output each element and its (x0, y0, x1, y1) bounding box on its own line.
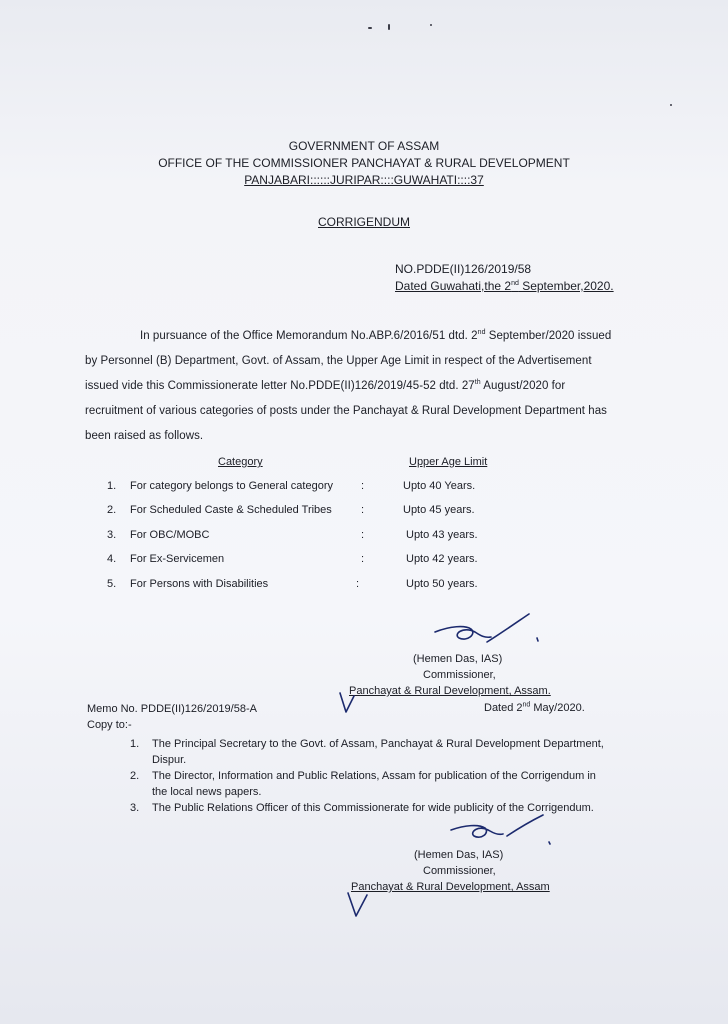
list-item-number: 2. (130, 770, 140, 782)
row-limit: Upto 42 years. (406, 553, 478, 565)
row-separator: : (361, 480, 365, 492)
list-item: The Director, Information and Public Relations, Assam for publication of the Corrigendum in (152, 770, 596, 782)
row-limit: Upto 45 years. (403, 504, 475, 516)
list-item-continued: the local news papers. (152, 786, 262, 798)
header-office: OFFICE OF THE COMMISSIONER PANCHAYAT & RURAL DEVELOPMENT (158, 156, 570, 170)
signature-2 (445, 812, 565, 854)
column-upper-age-limit: Upper Age Limit (409, 456, 488, 468)
row-number: 3. (107, 529, 117, 541)
tick-mark (345, 890, 371, 922)
stray-mark (430, 24, 432, 26)
row-number: 5. (107, 578, 117, 590)
signatory-1-name: (Hemen Das, IAS) (413, 653, 503, 665)
row-number: 2. (107, 504, 117, 516)
row-limit: Upto 50 years. (406, 578, 478, 590)
row-category: For Persons with Disabilities (130, 578, 269, 590)
body-line-5: been raised as follows. (85, 430, 204, 442)
memo-number: Memo No. PDDE(II)126/2019/58-A (87, 703, 257, 715)
list-item-number: 1. (130, 738, 140, 750)
row-limit: Upto 40 Years. (403, 480, 476, 492)
row-separator: : (361, 529, 365, 541)
header-govt: GOVERNMENT OF ASSAM (288, 139, 440, 153)
signatory-2-dept: Panchayat & Rural Development, Assam (351, 881, 550, 893)
row-separator: : (361, 553, 365, 565)
row-number: 4. (107, 553, 117, 565)
body-line-4: recruitment of various categories of posts under the Panchayat & Rural Development Department has (85, 405, 607, 417)
list-item-number: 3. (130, 802, 140, 814)
row-category: For Scheduled Caste & Scheduled Tribes (130, 504, 332, 516)
signatory-2-title: Commissioner, (423, 865, 496, 877)
list-item-continued: Dispur. (152, 754, 187, 766)
reference-date: Dated Guwahati,the 2nd September,2020. (395, 279, 614, 293)
stray-mark (670, 104, 672, 106)
signatory-1-dept: Panchayat & Rural Development, Assam. (349, 685, 551, 697)
list-item: The Public Relations Officer of this Commissionerate for wide publicity of the Corrigendum. (152, 802, 594, 814)
document-title: CORRIGENDUM (318, 215, 410, 229)
reference-number: NO.PDDE(II)126/2019/58 (395, 262, 532, 276)
row-limit: Upto 43 years. (406, 529, 478, 541)
signatory-1-title: Commissioner, (423, 669, 496, 681)
copy-to-label: Copy to:- (87, 719, 132, 731)
body-line-1: In pursuance of the Office Memorandum No.ABP.6/2016/51 dtd. 2nd September/2020 issued (140, 329, 612, 342)
header-address: PANJABARI::::::JURIPAR::::GUWAHATI::::37 (244, 173, 484, 187)
tick-mark (337, 690, 359, 718)
stray-mark (368, 27, 372, 29)
memo-date: Dated 2nd May/2020. (484, 701, 585, 714)
body-line-2: by Personnel (B) Department, Govt. of Assam, the Upper Age Limit in respect of the Advertisement (85, 355, 592, 367)
row-number: 1. (107, 480, 117, 492)
signatory-2-name: (Hemen Das, IAS) (414, 849, 504, 861)
stray-mark (388, 24, 390, 30)
row-category: For category belongs to General category (130, 480, 334, 492)
row-separator: : (361, 504, 365, 516)
row-separator: : (356, 578, 360, 590)
row-category: For OBC/MOBC (130, 529, 210, 541)
row-category: For Ex-Servicemen (130, 553, 225, 565)
body-line-3: issued vide this Commissionerate letter No.PDDE(II)126/2019/45-52 dtd. 27th August/2020 for (85, 379, 566, 392)
signature-1 (425, 612, 555, 657)
list-item: The Principal Secretary to the Govt. of Assam, Panchayat & Rural Development Department, (152, 738, 604, 750)
column-category: Category (218, 456, 263, 468)
